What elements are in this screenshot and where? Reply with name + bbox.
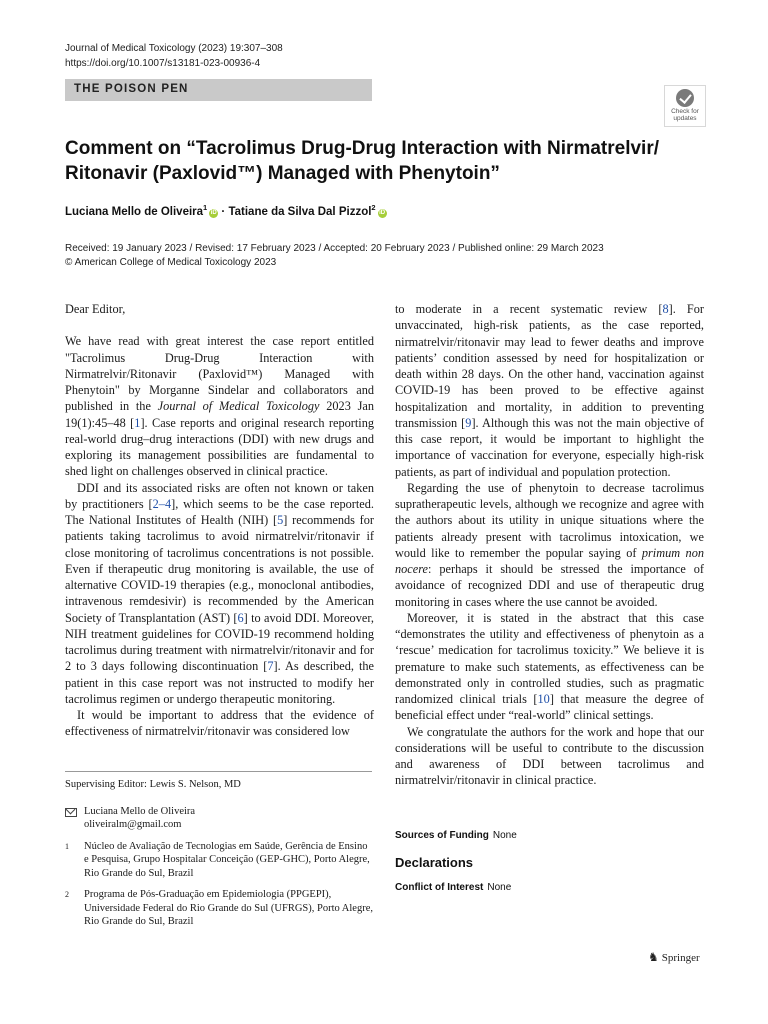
conflict-value: None — [487, 882, 512, 893]
section-banner — [65, 79, 372, 101]
envelope-icon — [65, 808, 77, 817]
paragraph: It would be important to address that the evidence of effectiveness of nirmatrelvir/ritonavir was considered low — [65, 708, 374, 739]
conflict-statement — [395, 882, 704, 893]
doi-link[interactable]: https://doi.org/10.1007/s13181-023-00936-4 — [65, 58, 261, 69]
badge-line-1: Check for — [671, 108, 699, 115]
affiliation-number: 2 — [65, 890, 69, 899]
affiliation-number: 1 — [65, 841, 69, 851]
funding-statement — [395, 830, 704, 841]
orcid-icon[interactable]: iD — [210, 209, 217, 216]
publication-dates: Received: 19 January 2023 / Revised: 17 February 2023 / Accepted: 20 February 2023 / Published online: 29 March 2023 — [65, 243, 604, 254]
corresponding-email[interactable]: oliveiralm@gmail.com — [84, 819, 182, 830]
reference-link[interactable]: 2–4 — [152, 496, 172, 511]
paragraph: Moreover, it is stated in the abstract that this case “demonstrates the utility and effectiveness of phenytoin as a ‘rescue’ medication for tacrolimus toxicity.” We believe it is premature to make such statements, as effectiveness can be demonstrated only in controlled studies, such as pragmatic randomized clinical trials [10] that measure the degree of beneficial effect under “real-world” clinical settings. — [395, 610, 705, 723]
supervising-editor: Supervising Editor: Lewis S. Nelson, MD — [65, 779, 241, 790]
affiliation-text: Programa de Pós-Graduação em Epidemiologia (PPGEPI), Universidade Federal do Rio Grande do Sul (UFRGS), Porto Alegre, Rio Grande do Sul, Brazil — [84, 889, 374, 927]
section-label: THE POISON PEN — [74, 83, 189, 95]
reference-link[interactable]: 6 — [237, 610, 244, 625]
author-name[interactable]: Tatiane da Silva Dal Pizzol — [228, 205, 372, 218]
corresponding-name: Luciana Mello de Oliveira — [84, 805, 196, 817]
publisher-name: Springer — [661, 952, 700, 964]
paragraph: Regarding the use of phenytoin to decrease tacrolimus supratherapeutic levels, although we recognize and agree with the authors about its utility in unique situations where the patients already present with tacrolimus intoxication, we would like to remember the popular saying of primum non nocere: perhaps it should be stressed the importance of avoidance of recognized DDI and use of therapeutic drug monitoring in cases where the use cannot be avoided. — [395, 480, 704, 609]
reference-link[interactable]: 5 — [277, 513, 284, 527]
funding-value: None — [492, 830, 517, 841]
affiliation-text: Núcleo de Avaliação de Tecnologias em Saúde, Gerência de Ensino e Pesquisa, Grupo Hospitalar Conceição (GEP-GHC), Porto Alegre, Rio Grande do Sul, Brazil — [84, 840, 370, 879]
article-history — [65, 242, 604, 270]
reference-link[interactable]: 9 — [465, 415, 472, 430]
paragraph: We congratulate the authors for the work and hope that our considerations will be useful to contribute to the discussion and awareness of DDI between tacrolimus and nirmatrelvir/ritonavir in clinical practice. — [395, 724, 704, 788]
badge-line-2: updates — [673, 115, 697, 122]
author-name[interactable]: Luciana Mello de Oliveira — [65, 205, 204, 218]
article-title: Comment on “Tacrolimus Drug-Drug Interaction with Nirmatrelvir/ Ritonavir (Paxlovid™) Managed with Phenytoin” — [65, 138, 659, 184]
right-column — [395, 301, 704, 789]
affiliation-mark: 2 — [371, 203, 376, 212]
reference-link[interactable]: 7 — [267, 659, 274, 674]
orcid-icon[interactable]: iD — [379, 209, 386, 216]
affiliation-1 — [65, 840, 374, 881]
journal-line: Journal of Medical Toxicology (2023) 19:307–308 — [65, 43, 283, 54]
affiliation-mark: 1 — [203, 203, 208, 212]
copyright-line: © American College of Medical Toxicology 2023 — [65, 257, 277, 268]
left-column — [65, 301, 374, 740]
declarations-heading: Declarations — [395, 855, 474, 870]
check-icon — [676, 89, 694, 107]
salutation: Dear Editor, — [65, 302, 126, 316]
funding-label: Sources of Funding — [395, 830, 489, 841]
springer-horse-icon: ♞ — [648, 950, 659, 964]
footnote-divider — [65, 771, 372, 772]
author-list — [65, 203, 387, 218]
journal-name: Journal of Medical Toxicology — [157, 399, 320, 414]
author-separator: · — [221, 205, 226, 218]
reference-link[interactable]: 1 — [134, 415, 141, 430]
journal-citation — [65, 41, 283, 71]
check-for-updates-badge[interactable] — [664, 85, 706, 127]
affiliation-2 — [65, 888, 374, 929]
paragraph: We have read with great interest the case report entitled "Tacrolimus Drug-Drug Interaction with Nirmatrelvir/Ritonavir (Paxlovid™) Managed with Phenytoin" by Morganne Sindelar and collaborators and published in the Journal of Medical Toxicology 2023 Jan 19(1):45–48 [1]. Case reports and original research reporting real-world drug–drug interactions (DDI) with new drugs and exploring its management possibilities are fundamental to shed light on challenges observed in clinical practice. — [65, 334, 374, 479]
conflict-label: Conflict of Interest — [395, 882, 484, 893]
reference-link[interactable]: 10 — [537, 692, 550, 706]
paragraph: DDI and its associated risks are often not known or taken by practitioners [2–4], which seems to be the case reported. The National Institutes of Health (NIH) [5] recommends for patients taking tacrolimus to avoid nirmatrelvir/ritonavir if close monitoring of tacrolimus concentrations is not possible. Even if therapeutic drug monitoring is available, the use of alternative COVID-19 therapies (e.g., monoclonal antibodies, intravenous remdesivir) is recommended by the American Society of Transplantation (AST) [6] to avoid DDI. Moreover, NIH treatment guidelines for COVID-19 recommend holding tacrolimus during treatment with nirmatrelvir/ritonavir and for 2 to 3 days following discontinuation [7]. As described, the patient in this case report was not instructed to modify her tacrolimus regimen or undergo therapeutic monitoring. — [65, 480, 374, 706]
footnotes — [65, 778, 374, 937]
publisher-logo — [648, 950, 700, 965]
reference-link[interactable]: 8 — [662, 302, 669, 316]
declarations-block — [395, 830, 704, 893]
corresponding-author — [65, 805, 374, 832]
paragraph: to moderate in a recent systematic review [8]. For unvaccinated, high-risk patients, as the case reported, nirmatrelvir/ritonavir may lead to fewer deaths and improve patients’ condition assessed by need for hospitalization or death within 28 days. On the other hand, vaccination against COVID-19 has been proved to be effective against hospitalization and mortality, in addition to preventing transmission [9]. Although this was not the main objective of this case report, it would be important to highlight the importance of vaccination for everyone, especially high-risk patients, as part of individual and population protection. — [395, 302, 704, 479]
latin-phrase: primum non nocere — [395, 545, 704, 576]
